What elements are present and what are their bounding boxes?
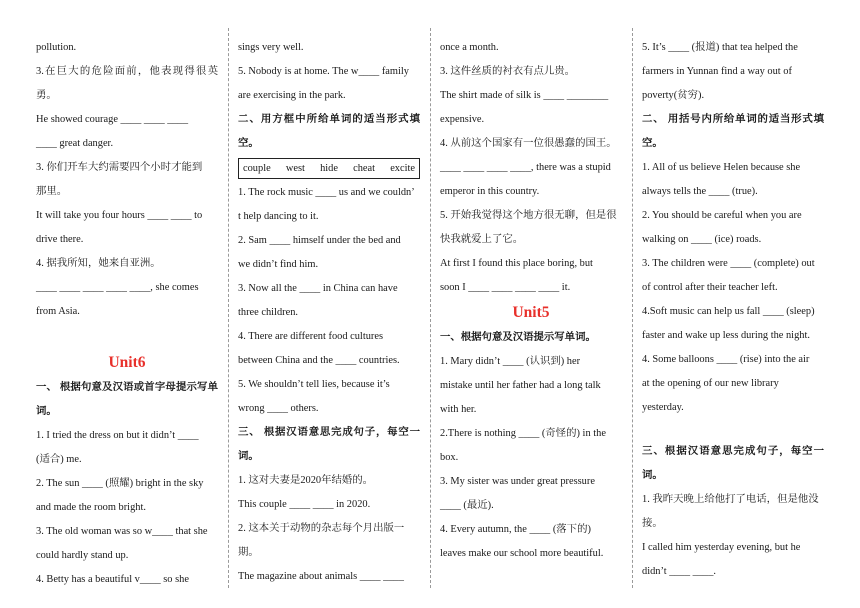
text-line: ____ ____ ____ ____ ____, she comes (36, 282, 199, 293)
text-line: 2. You should be careful when you are (642, 210, 802, 221)
text-line: 5. It’s ____ (报道) that tea helped the (642, 42, 798, 53)
text-line: This couple ____ ____ in 2020. (238, 499, 371, 510)
text-line: we didn’t find him. (238, 259, 319, 270)
text-line: 3. My sister was under great pressure (440, 476, 595, 487)
text-line: 4. Betty has a beautiful v____ so she (36, 574, 189, 585)
text-line: 3. Now all the ____ in China can have (238, 283, 398, 294)
word-box-item: west (285, 163, 305, 174)
section-title: 一、 根据句意及汉语或首字母提示写单词。 (36, 382, 218, 417)
text-line: box. (440, 452, 459, 463)
text-line: (适合) me. (36, 454, 82, 465)
text-line: three children. (238, 307, 299, 318)
text-line: t help dancing to it. (238, 211, 319, 222)
text-line: didn’t ____ ____. (642, 566, 716, 577)
text-line: 4. Every autumn, the ____ (落下的) (440, 524, 591, 535)
section-title: 二、 用括号内所给单词的适当形式填空。 (642, 114, 824, 149)
text-line: ____ great danger. (36, 138, 114, 149)
text-line: 期。 (238, 547, 259, 558)
text-line: 5. Nobody is at home. The w____ family (238, 66, 409, 77)
word-box-item: couple (243, 163, 271, 174)
text-line: at the opening of our new library (642, 378, 779, 389)
column-separator-1 (228, 28, 229, 588)
text-line: emperor in this country. (440, 186, 540, 197)
text-line: wrong ____ others. (238, 403, 319, 414)
text-line: once a month. (440, 42, 499, 53)
text-line: The shirt made of silk is ____ ________ (440, 90, 609, 101)
text-line: 1. 这对夫妻是2020年结婚的。 (238, 475, 374, 486)
text-line: yesterday. (642, 402, 684, 413)
word-box-item: cheat (353, 163, 376, 174)
column-4 (642, 36, 824, 584)
text-line: and made the room bright. (36, 502, 146, 513)
text-line: always tells the ____ (true). (642, 186, 758, 197)
section-title: 一、根据句意及汉语提示写单词。 (440, 332, 596, 343)
text-line: 2. The sun ____ (照耀) bright in the sky (36, 478, 204, 489)
text-line: 快我就爱上了它。 (440, 234, 524, 245)
text-line: 4. 从前这个国家有一位很愚蠢的国王。 (440, 138, 617, 149)
text-line: expensive. (440, 114, 485, 125)
text-line: The magazine about animals ____ ____ (238, 571, 404, 582)
text-line: 2. 这本关于动物的杂志每个月出版一 (238, 523, 405, 534)
text-line: 5. We shouldn’t tell lies, because it’s (238, 379, 390, 390)
text-line: 3.在巨大的危险面前，他表现得很英勇。 (36, 66, 218, 101)
text-line: 2. Sam ____ himself under the bed and (238, 235, 401, 246)
text-line: poverty(贫穷). (642, 90, 705, 101)
text-line: leaves make our school more beautiful. (440, 548, 604, 559)
word-box (238, 158, 420, 179)
text-line: pollution. (36, 42, 77, 53)
text-line: between China and the ____ countries. (238, 355, 400, 366)
column-separator-3 (632, 28, 633, 588)
text-line: 1. The rock music ____ us and we couldn’ (238, 187, 415, 198)
text-line: are exercising in the park. (238, 90, 346, 101)
text-line: farmers in Yunnan find a way out of (642, 66, 792, 77)
text-line: 5. 开始我觉得这个地方很无聊，但是很 (440, 210, 617, 221)
text-line: 3. The children were ____ (complete) out (642, 258, 815, 269)
text-line: It will take you four hours ____ ____ to (36, 210, 203, 221)
text-line: 1. All of us believe Helen because she (642, 162, 801, 173)
text-line: 2.There is nothing ____ (奇怪的) in the (440, 428, 606, 439)
text-line: sings very well. (238, 42, 304, 53)
column-3 (440, 36, 622, 566)
column-separator-2 (430, 28, 431, 588)
text-line: I called him yesterday evening, but he (642, 542, 801, 553)
text-line: 1. Mary didn’t ____ (认识到) her (440, 356, 581, 367)
text-line: ____ ____ ____ ____, there was a stupid (440, 162, 611, 173)
text-line: walking on ____ (ice) roads. (642, 234, 762, 245)
section-title: 三、根据汉语意思完成句子，每空一词。 (642, 446, 824, 481)
text-line: 那里。 (36, 186, 68, 197)
text-line: At first I found this place boring, but (440, 258, 593, 269)
text-line: soon I ____ ____ ____ ____ it. (440, 282, 571, 293)
text-line: with her. (440, 404, 477, 415)
text-line: from Asia. (36, 306, 80, 317)
text-line: 3. The old woman was so w____ that she (36, 526, 208, 537)
text-line: 1. 我昨天晚上给他打了电话，但是他没 (642, 494, 819, 505)
text-line: He showed courage ____ ____ ____ (36, 114, 189, 125)
word-box-item: hide (320, 163, 338, 174)
text-line: 4. There are different food cultures (238, 331, 384, 342)
text-line: could hardly stand up. (36, 550, 129, 561)
text-line: 4. 据我所知，她来自亚洲。 (36, 258, 161, 269)
text-line: of control after their teacher left. (642, 282, 778, 293)
text-line: drive there. (36, 234, 84, 245)
text-line: 3. 这件丝质的衬衣有点儿贵。 (440, 66, 576, 77)
section-title: 三、 根据汉语意思完成句子，每空一词。 (238, 427, 420, 462)
word-box-item: excite (390, 163, 415, 174)
text-line: ____ (最近). (440, 500, 494, 511)
unit-heading: Unit5 (512, 304, 550, 321)
text-line: 4. Some balloons ____ (rise) into the air (642, 354, 810, 365)
column-2 (238, 36, 420, 589)
text-line: mistake until her father had a long talk (440, 380, 601, 391)
column-1 (36, 36, 218, 592)
text-line: faster and wake up less during the night. (642, 330, 810, 341)
text-line: 3. 你们开车大约需要四个小时才能到 (36, 162, 203, 173)
text-line: 4.Soft music can help us fall ____ (sleep) (642, 306, 815, 317)
unit-heading: Unit6 (108, 354, 146, 371)
section-title: 二、用方框中所给单词的适当形式填空。 (238, 114, 420, 149)
text-line: 接。 (642, 518, 663, 529)
text-line: 1. I tried the dress on but it didn’t ____ (36, 430, 199, 441)
